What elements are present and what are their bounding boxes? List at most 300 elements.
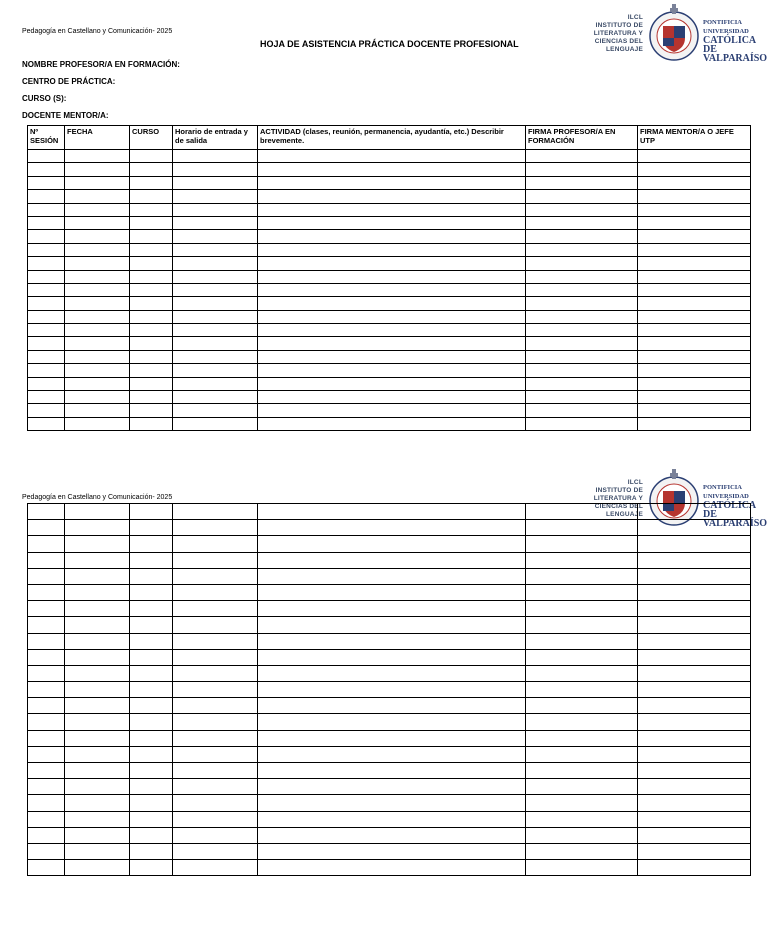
table-cell[interactable] <box>638 795 751 811</box>
table-cell[interactable] <box>28 843 65 859</box>
table-cell[interactable] <box>258 163 526 176</box>
table-cell[interactable] <box>638 536 751 552</box>
table-cell[interactable] <box>526 150 638 163</box>
table-cell[interactable] <box>173 811 258 827</box>
table-cell[interactable] <box>65 552 130 568</box>
table-cell[interactable] <box>173 730 258 746</box>
table-cell[interactable] <box>28 310 65 323</box>
table-cell[interactable] <box>638 649 751 665</box>
table-cell[interactable] <box>28 779 65 795</box>
table-cell[interactable] <box>65 283 130 296</box>
table-cell[interactable] <box>130 843 173 859</box>
table-cell[interactable] <box>638 310 751 323</box>
table-cell[interactable] <box>65 601 130 617</box>
table-cell[interactable] <box>526 584 638 600</box>
table-cell[interactable] <box>526 698 638 714</box>
table-cell[interactable] <box>638 714 751 730</box>
table-cell[interactable] <box>258 552 526 568</box>
table-cell[interactable] <box>258 698 526 714</box>
table-cell[interactable] <box>173 633 258 649</box>
table-cell[interactable] <box>526 827 638 843</box>
table-cell[interactable] <box>130 150 173 163</box>
table-cell[interactable] <box>526 649 638 665</box>
table-cell[interactable] <box>526 633 638 649</box>
table-cell[interactable] <box>28 377 65 390</box>
table-cell[interactable] <box>130 310 173 323</box>
table-cell[interactable] <box>130 337 173 350</box>
table-cell[interactable] <box>526 730 638 746</box>
table-cell[interactable] <box>65 150 130 163</box>
table-cell[interactable] <box>526 243 638 256</box>
table-cell[interactable] <box>173 601 258 617</box>
table-cell[interactable] <box>173 404 258 417</box>
table-cell[interactable] <box>638 243 751 256</box>
table-cell[interactable] <box>258 203 526 216</box>
table-cell[interactable] <box>258 763 526 779</box>
table-cell[interactable] <box>173 350 258 363</box>
table-cell[interactable] <box>130 297 173 310</box>
table-cell[interactable] <box>130 714 173 730</box>
table-cell[interactable] <box>28 568 65 584</box>
table-cell[interactable] <box>258 417 526 430</box>
table-cell[interactable] <box>130 504 173 520</box>
table-cell[interactable] <box>130 617 173 633</box>
table-cell[interactable] <box>130 520 173 536</box>
table-cell[interactable] <box>130 190 173 203</box>
table-cell[interactable] <box>526 843 638 859</box>
table-cell[interactable] <box>526 763 638 779</box>
table-cell[interactable] <box>258 297 526 310</box>
table-cell[interactable] <box>258 270 526 283</box>
table-cell[interactable] <box>258 176 526 189</box>
table-cell[interactable] <box>258 617 526 633</box>
table-cell[interactable] <box>258 682 526 698</box>
table-cell[interactable] <box>130 665 173 681</box>
table-cell[interactable] <box>130 552 173 568</box>
table-cell[interactable] <box>65 763 130 779</box>
table-cell[interactable] <box>65 617 130 633</box>
table-cell[interactable] <box>526 665 638 681</box>
table-cell[interactable] <box>65 404 130 417</box>
table-cell[interactable] <box>173 714 258 730</box>
table-cell[interactable] <box>65 270 130 283</box>
table-cell[interactable] <box>638 568 751 584</box>
table-cell[interactable] <box>173 190 258 203</box>
table-cell[interactable] <box>258 811 526 827</box>
table-cell[interactable] <box>173 417 258 430</box>
table-cell[interactable] <box>65 827 130 843</box>
table-cell[interactable] <box>258 216 526 229</box>
table-cell[interactable] <box>28 257 65 270</box>
table-cell[interactable] <box>258 584 526 600</box>
table-cell[interactable] <box>173 216 258 229</box>
table-cell[interactable] <box>130 601 173 617</box>
table-cell[interactable] <box>65 504 130 520</box>
table-cell[interactable] <box>65 310 130 323</box>
table-cell[interactable] <box>526 552 638 568</box>
table-cell[interactable] <box>28 404 65 417</box>
table-cell[interactable] <box>173 763 258 779</box>
table-cell[interactable] <box>526 163 638 176</box>
table-cell[interactable] <box>130 324 173 337</box>
table-cell[interactable] <box>130 682 173 698</box>
table-cell[interactable] <box>258 520 526 536</box>
table-cell[interactable] <box>173 536 258 552</box>
table-cell[interactable] <box>173 163 258 176</box>
table-cell[interactable] <box>526 283 638 296</box>
table-cell[interactable] <box>130 827 173 843</box>
table-cell[interactable] <box>130 243 173 256</box>
table-cell[interactable] <box>130 230 173 243</box>
table-cell[interactable] <box>65 714 130 730</box>
table-cell[interactable] <box>173 860 258 876</box>
table-cell[interactable] <box>130 364 173 377</box>
table-cell[interactable] <box>173 270 258 283</box>
table-cell[interactable] <box>65 163 130 176</box>
table-cell[interactable] <box>526 337 638 350</box>
table-cell[interactable] <box>173 584 258 600</box>
table-cell[interactable] <box>173 779 258 795</box>
table-cell[interactable] <box>526 860 638 876</box>
table-cell[interactable] <box>258 243 526 256</box>
table-cell[interactable] <box>258 536 526 552</box>
table-cell[interactable] <box>526 746 638 762</box>
table-cell[interactable] <box>638 391 751 404</box>
table-cell[interactable] <box>65 257 130 270</box>
table-cell[interactable] <box>638 257 751 270</box>
table-cell[interactable] <box>173 176 258 189</box>
table-cell[interactable] <box>258 633 526 649</box>
table-cell[interactable] <box>258 391 526 404</box>
table-cell[interactable] <box>258 150 526 163</box>
table-cell[interactable] <box>258 230 526 243</box>
table-cell[interactable] <box>638 633 751 649</box>
table-cell[interactable] <box>173 297 258 310</box>
table-cell[interactable] <box>526 682 638 698</box>
table-cell[interactable] <box>28 504 65 520</box>
table-cell[interactable] <box>65 811 130 827</box>
table-cell[interactable] <box>258 504 526 520</box>
table-cell[interactable] <box>258 568 526 584</box>
table-cell[interactable] <box>65 843 130 859</box>
table-cell[interactable] <box>28 176 65 189</box>
table-cell[interactable] <box>130 283 173 296</box>
table-cell[interactable] <box>638 377 751 390</box>
table-cell[interactable] <box>65 203 130 216</box>
table-cell[interactable] <box>130 584 173 600</box>
table-cell[interactable] <box>130 795 173 811</box>
table-cell[interactable] <box>65 779 130 795</box>
table-cell[interactable] <box>130 698 173 714</box>
table-cell[interactable] <box>65 649 130 665</box>
table-cell[interactable] <box>638 827 751 843</box>
table-cell[interactable] <box>526 617 638 633</box>
table-cell[interactable] <box>638 504 751 520</box>
table-cell[interactable] <box>638 163 751 176</box>
table-cell[interactable] <box>130 377 173 390</box>
table-cell[interactable] <box>638 552 751 568</box>
table-cell[interactable] <box>65 860 130 876</box>
table-cell[interactable] <box>526 504 638 520</box>
table-cell[interactable] <box>638 746 751 762</box>
table-cell[interactable] <box>638 203 751 216</box>
table-cell[interactable] <box>638 176 751 189</box>
table-cell[interactable] <box>638 601 751 617</box>
table-cell[interactable] <box>65 584 130 600</box>
table-cell[interactable] <box>173 843 258 859</box>
table-cell[interactable] <box>173 665 258 681</box>
table-cell[interactable] <box>173 203 258 216</box>
table-cell[interactable] <box>28 163 65 176</box>
table-cell[interactable] <box>258 404 526 417</box>
table-cell[interactable] <box>526 391 638 404</box>
table-cell[interactable] <box>526 270 638 283</box>
table-cell[interactable] <box>28 860 65 876</box>
table-cell[interactable] <box>28 203 65 216</box>
table-cell[interactable] <box>28 230 65 243</box>
table-cell[interactable] <box>65 520 130 536</box>
table-cell[interactable] <box>28 283 65 296</box>
table-cell[interactable] <box>258 843 526 859</box>
table-cell[interactable] <box>130 257 173 270</box>
table-cell[interactable] <box>526 203 638 216</box>
table-cell[interactable] <box>638 337 751 350</box>
table-cell[interactable] <box>130 203 173 216</box>
table-cell[interactable] <box>526 190 638 203</box>
table-cell[interactable] <box>130 270 173 283</box>
table-cell[interactable] <box>130 176 173 189</box>
table-cell[interactable] <box>28 665 65 681</box>
table-cell[interactable] <box>28 649 65 665</box>
table-cell[interactable] <box>28 763 65 779</box>
table-cell[interactable] <box>173 243 258 256</box>
table-cell[interactable] <box>526 350 638 363</box>
table-cell[interactable] <box>28 536 65 552</box>
table-cell[interactable] <box>526 601 638 617</box>
table-cell[interactable] <box>173 520 258 536</box>
table-cell[interactable] <box>638 763 751 779</box>
table-cell[interactable] <box>258 257 526 270</box>
table-cell[interactable] <box>28 584 65 600</box>
table-cell[interactable] <box>173 257 258 270</box>
table-cell[interactable] <box>130 216 173 229</box>
table-cell[interactable] <box>65 176 130 189</box>
table-cell[interactable] <box>130 568 173 584</box>
table-cell[interactable] <box>28 391 65 404</box>
table-cell[interactable] <box>638 811 751 827</box>
table-cell[interactable] <box>526 230 638 243</box>
table-cell[interactable] <box>28 795 65 811</box>
table-cell[interactable] <box>258 665 526 681</box>
table-cell[interactable] <box>258 324 526 337</box>
table-cell[interactable] <box>130 860 173 876</box>
table-cell[interactable] <box>638 324 751 337</box>
table-cell[interactable] <box>638 698 751 714</box>
table-cell[interactable] <box>65 377 130 390</box>
table-cell[interactable] <box>526 779 638 795</box>
table-cell[interactable] <box>638 270 751 283</box>
table-cell[interactable] <box>65 568 130 584</box>
table-cell[interactable] <box>130 763 173 779</box>
table-cell[interactable] <box>638 404 751 417</box>
table-cell[interactable] <box>638 584 751 600</box>
table-cell[interactable] <box>65 682 130 698</box>
table-cell[interactable] <box>638 230 751 243</box>
table-cell[interactable] <box>65 730 130 746</box>
table-cell[interactable] <box>526 536 638 552</box>
table-cell[interactable] <box>638 843 751 859</box>
table-cell[interactable] <box>526 297 638 310</box>
table-cell[interactable] <box>526 417 638 430</box>
table-cell[interactable] <box>130 163 173 176</box>
table-cell[interactable] <box>28 682 65 698</box>
table-cell[interactable] <box>258 337 526 350</box>
table-cell[interactable] <box>28 324 65 337</box>
table-cell[interactable] <box>130 350 173 363</box>
table-cell[interactable] <box>28 714 65 730</box>
table-cell[interactable] <box>130 730 173 746</box>
table-cell[interactable] <box>638 283 751 296</box>
table-cell[interactable] <box>526 568 638 584</box>
table-cell[interactable] <box>638 730 751 746</box>
table-cell[interactable] <box>173 283 258 296</box>
table-cell[interactable] <box>65 698 130 714</box>
table-cell[interactable] <box>130 417 173 430</box>
table-cell[interactable] <box>638 860 751 876</box>
table-cell[interactable] <box>28 698 65 714</box>
table-cell[interactable] <box>28 811 65 827</box>
table-cell[interactable] <box>65 364 130 377</box>
table-cell[interactable] <box>65 297 130 310</box>
table-cell[interactable] <box>638 364 751 377</box>
table-cell[interactable] <box>526 811 638 827</box>
table-cell[interactable] <box>173 150 258 163</box>
table-cell[interactable] <box>65 350 130 363</box>
table-cell[interactable] <box>638 417 751 430</box>
table-cell[interactable] <box>173 324 258 337</box>
table-cell[interactable] <box>638 150 751 163</box>
table-cell[interactable] <box>173 795 258 811</box>
table-cell[interactable] <box>173 827 258 843</box>
table-cell[interactable] <box>258 310 526 323</box>
table-cell[interactable] <box>173 746 258 762</box>
table-cell[interactable] <box>258 283 526 296</box>
table-cell[interactable] <box>173 698 258 714</box>
table-cell[interactable] <box>130 649 173 665</box>
table-cell[interactable] <box>173 337 258 350</box>
table-cell[interactable] <box>65 746 130 762</box>
table-cell[interactable] <box>173 310 258 323</box>
table-cell[interactable] <box>258 377 526 390</box>
table-cell[interactable] <box>173 649 258 665</box>
table-cell[interactable] <box>526 216 638 229</box>
table-cell[interactable] <box>173 504 258 520</box>
table-cell[interactable] <box>28 337 65 350</box>
table-cell[interactable] <box>638 216 751 229</box>
table-cell[interactable] <box>526 176 638 189</box>
table-cell[interactable] <box>65 216 130 229</box>
table-cell[interactable] <box>65 417 130 430</box>
table-cell[interactable] <box>173 230 258 243</box>
table-cell[interactable] <box>526 520 638 536</box>
table-cell[interactable] <box>28 617 65 633</box>
table-cell[interactable] <box>526 257 638 270</box>
table-cell[interactable] <box>258 601 526 617</box>
table-cell[interactable] <box>65 324 130 337</box>
table-cell[interactable] <box>28 633 65 649</box>
table-cell[interactable] <box>28 150 65 163</box>
table-cell[interactable] <box>173 377 258 390</box>
table-cell[interactable] <box>638 617 751 633</box>
table-cell[interactable] <box>130 391 173 404</box>
table-cell[interactable] <box>65 633 130 649</box>
table-cell[interactable] <box>258 350 526 363</box>
table-cell[interactable] <box>258 649 526 665</box>
table-cell[interactable] <box>65 536 130 552</box>
table-cell[interactable] <box>28 216 65 229</box>
table-cell[interactable] <box>28 364 65 377</box>
table-cell[interactable] <box>526 377 638 390</box>
table-cell[interactable] <box>28 350 65 363</box>
table-cell[interactable] <box>65 190 130 203</box>
table-cell[interactable] <box>638 779 751 795</box>
table-cell[interactable] <box>65 337 130 350</box>
table-cell[interactable] <box>258 860 526 876</box>
table-cell[interactable] <box>258 827 526 843</box>
table-cell[interactable] <box>28 417 65 430</box>
table-cell[interactable] <box>65 795 130 811</box>
table-cell[interactable] <box>28 730 65 746</box>
table-cell[interactable] <box>526 714 638 730</box>
table-cell[interactable] <box>526 795 638 811</box>
table-cell[interactable] <box>130 536 173 552</box>
table-cell[interactable] <box>258 364 526 377</box>
table-cell[interactable] <box>130 633 173 649</box>
table-cell[interactable] <box>638 190 751 203</box>
table-cell[interactable] <box>173 364 258 377</box>
table-cell[interactable] <box>130 404 173 417</box>
table-cell[interactable] <box>258 795 526 811</box>
table-cell[interactable] <box>28 270 65 283</box>
table-cell[interactable] <box>28 520 65 536</box>
table-cell[interactable] <box>173 682 258 698</box>
table-cell[interactable] <box>258 714 526 730</box>
table-cell[interactable] <box>28 552 65 568</box>
table-cell[interactable] <box>65 391 130 404</box>
table-cell[interactable] <box>28 827 65 843</box>
table-cell[interactable] <box>258 730 526 746</box>
table-cell[interactable] <box>28 297 65 310</box>
table-cell[interactable] <box>638 350 751 363</box>
table-cell[interactable] <box>173 568 258 584</box>
table-cell[interactable] <box>638 520 751 536</box>
table-cell[interactable] <box>638 665 751 681</box>
table-cell[interactable] <box>28 746 65 762</box>
table-cell[interactable] <box>65 243 130 256</box>
table-cell[interactable] <box>526 324 638 337</box>
table-cell[interactable] <box>526 310 638 323</box>
table-cell[interactable] <box>258 746 526 762</box>
table-cell[interactable] <box>28 601 65 617</box>
table-cell[interactable] <box>28 243 65 256</box>
table-cell[interactable] <box>258 779 526 795</box>
table-cell[interactable] <box>65 665 130 681</box>
table-cell[interactable] <box>638 297 751 310</box>
table-cell[interactable] <box>28 190 65 203</box>
table-cell[interactable] <box>258 190 526 203</box>
table-cell[interactable] <box>526 364 638 377</box>
table-cell[interactable] <box>130 746 173 762</box>
